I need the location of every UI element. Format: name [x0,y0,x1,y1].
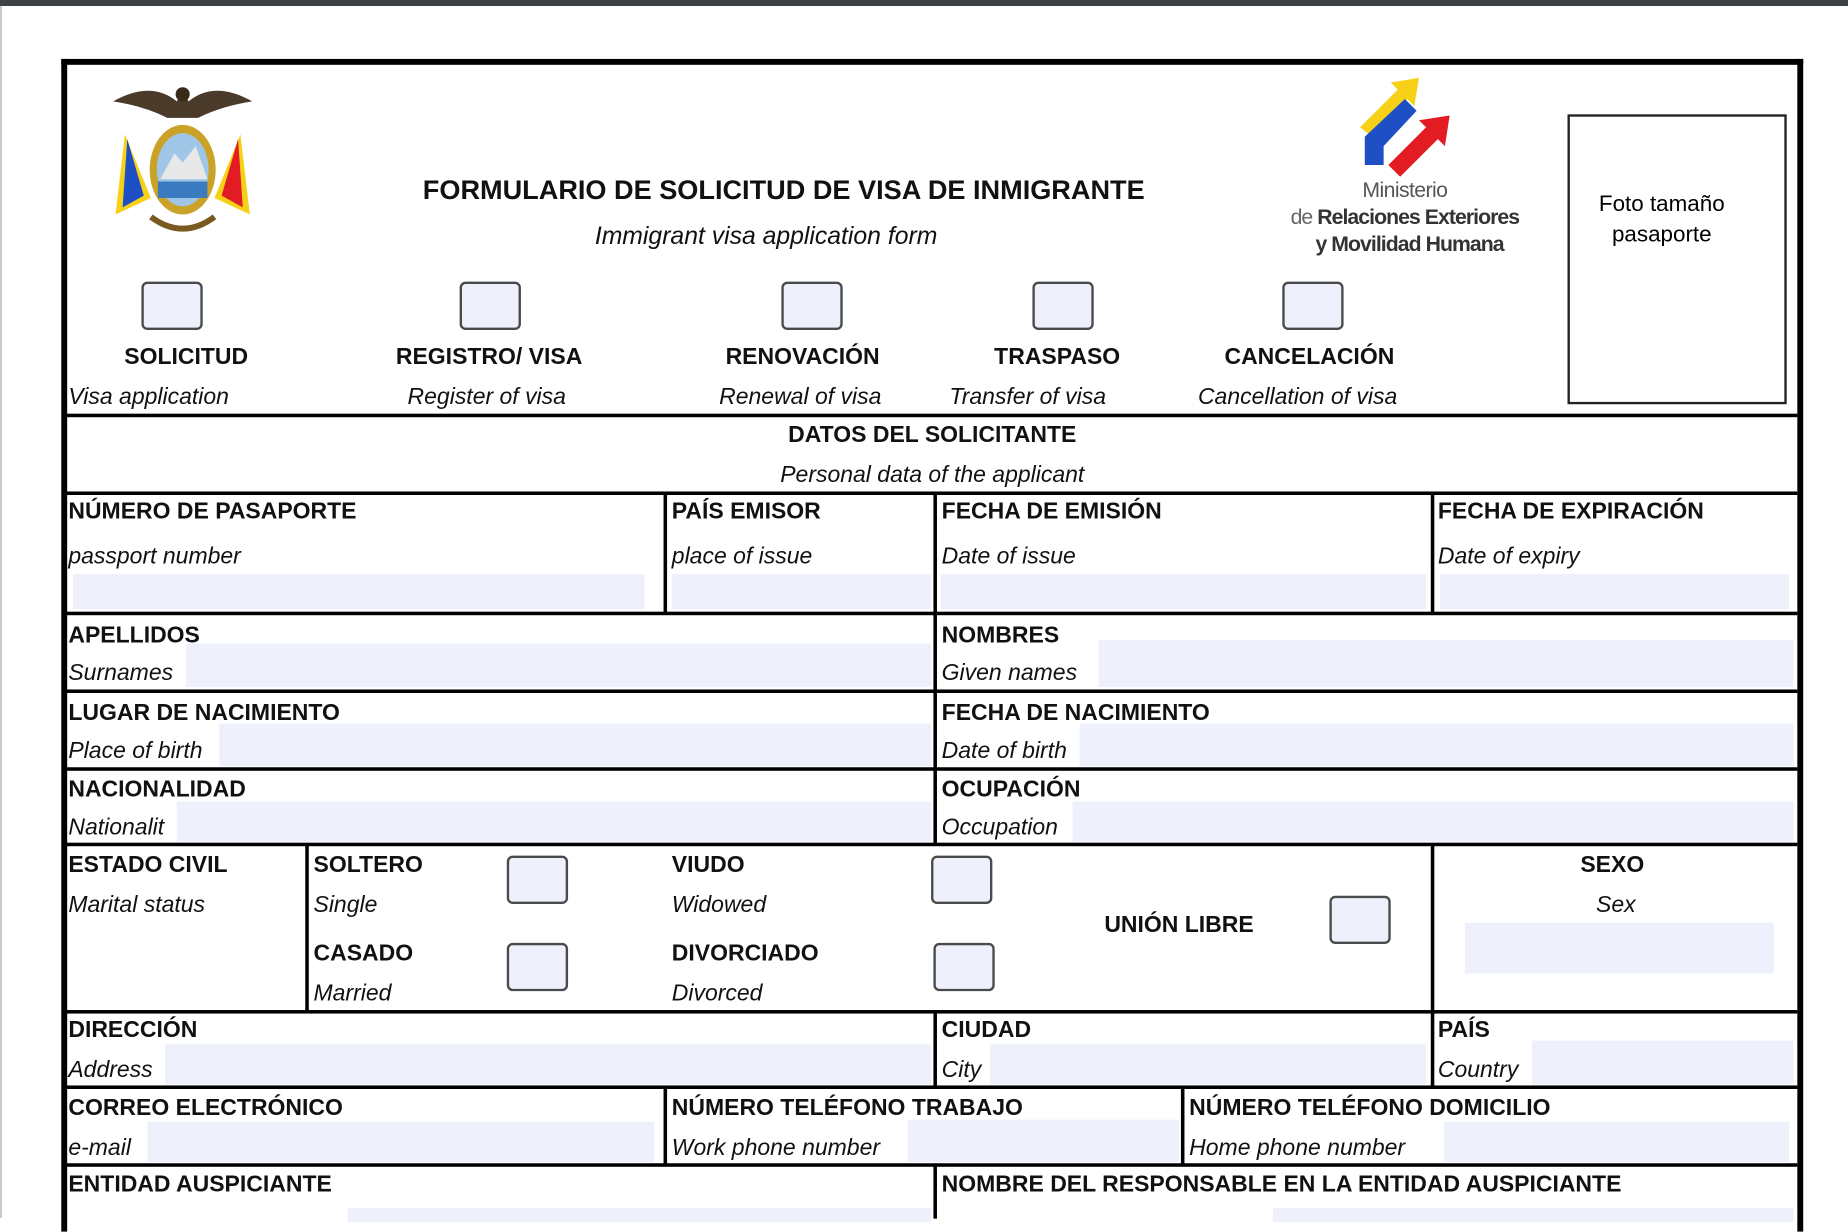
country-sublabel: Country [1437,1057,1519,1084]
section-title: DATOS DEL SOLICITANTE [788,421,1077,448]
country-input[interactable] [1532,1041,1794,1085]
grid-line [305,844,309,1011]
sublabel-cancelacion: Cancellation of visa [1197,384,1398,411]
email-input[interactable] [147,1122,654,1162]
place-of-birth-label: LUGAR DE NACIMIENTO [68,700,340,726]
ministry-name-prefix: de [1290,205,1313,229]
label-registro-visa: REGISTRO/ VISA [395,344,583,371]
marital-single-checkbox[interactable] [507,856,568,904]
sponsor-contact-label: NOMBRE DEL RESPONSABLE EN LA ENTIDAD AUSPICIANTE [941,1171,1622,1198]
marital-divorced-label: DIVORCIADO [671,940,819,967]
grid-line [933,1011,937,1086]
marital-widowed-label: VIUDO [671,852,745,879]
grid-line [1431,1011,1435,1086]
marital-free-union-checkbox[interactable] [1329,896,1390,944]
home-phone-input[interactable] [1444,1122,1789,1162]
address-input[interactable] [165,1044,931,1084]
photo-label-line2: pasaporte [1611,222,1712,248]
grid-line [1181,1087,1185,1165]
sublabel-registro-visa: Register of visa [407,384,566,411]
address-label: DIRECCIÓN [68,1017,198,1044]
grid-line [65,491,1797,495]
city-label: CIUDAD [941,1017,1032,1044]
place-of-birth-input[interactable] [219,724,931,766]
grid-line [933,493,937,844]
place-of-issue-label: PAÍS EMISOR [671,498,821,525]
occupation-sublabel: Occupation [941,814,1058,841]
coat-of-arms-icon [104,75,262,242]
city-input[interactable] [990,1044,1426,1084]
date-of-expiry-input[interactable] [1440,574,1789,609]
grid-line [664,1087,668,1165]
sex-label: SEXO [1580,852,1645,879]
ministry-name-line2 [1291,205,1520,230]
grid-line [65,1163,1797,1167]
ministry-name-line1: Ministerio [1362,177,1448,202]
marital-status-label: ESTADO CIVIL [68,852,228,879]
sublabel-solicitud: Visa application [68,384,229,411]
place-of-birth-sublabel: Place of birth [68,737,203,764]
checkbox-solicitud[interactable] [141,282,202,330]
grid-line [65,1085,1797,1089]
grid-line [65,1010,1797,1014]
work-phone-label: NÚMERO TELÉFONO TRABAJO [671,1094,1023,1121]
grid-line [65,414,1797,418]
passport-number-label: NÚMERO DE PASAPORTE [68,498,357,525]
section-subtitle: Personal data of the applicant [780,461,1085,488]
sex-input[interactable] [1465,923,1774,974]
nationality-label: NACIONALIDAD [68,776,246,803]
marital-status-sublabel: Marital status [68,892,206,919]
checkbox-registro-visa[interactable] [460,282,521,330]
occupation-label: OCUPACIÓN [941,776,1081,803]
date-of-issue-input[interactable] [940,574,1426,609]
given-names-label: NOMBRES [941,622,1060,649]
given-names-sublabel: Given names [941,659,1078,686]
city-sublabel: City [941,1057,982,1084]
ministry-name-main: Relaciones Exteriores [1317,205,1520,229]
label-solicitud: SOLICITUD [124,344,249,371]
address-sublabel: Address [68,1057,153,1084]
grid-line [1431,493,1435,613]
grid-line [933,1164,937,1218]
marital-divorced-sublabel: Divorced [671,980,763,1007]
photo-label-line1: Foto tamaño [1598,192,1725,217]
home-phone-label: NÚMERO TELÉFONO DOMICILIO [1189,1094,1551,1121]
sublabel-renovacion: Renewal of visa [719,384,882,411]
date-of-issue-sublabel: Date of issue [941,543,1076,570]
grid-line [65,689,1797,693]
ministry-name-line3: y Movilidad Humana [1315,232,1504,256]
sex-sublabel: Sex [1596,892,1636,919]
marital-married-checkbox[interactable] [507,943,568,991]
grid-line [65,612,1797,616]
date-of-birth-sublabel: Date of birth [941,737,1067,764]
surnames-sublabel: Surnames [68,659,174,686]
marital-widowed-sublabel: Widowed [671,892,767,919]
ministry-logo-icon [1353,75,1459,176]
passport-number-input[interactable] [73,574,645,609]
nationality-sublabel: Nationalit [68,814,165,841]
grid-line [65,767,1797,771]
label-traspaso: TRASPASO [994,344,1121,371]
home-phone-sublabel: Home phone number [1189,1134,1406,1161]
work-phone-input[interactable] [907,1120,1178,1162]
sponsor-contact-input[interactable] [1273,1208,1794,1222]
marital-married-sublabel: Married [313,980,392,1007]
given-names-input[interactable] [1098,640,1793,687]
grid-line [1431,844,1435,1011]
form-title: FORMULARIO DE SOLICITUD DE VISA DE INMIGRANTE [422,174,1145,206]
marital-divorced-checkbox[interactable] [933,943,994,991]
sponsor-input[interactable] [348,1208,931,1222]
sublabel-traspaso: Transfer of visa [949,384,1107,411]
surnames-input[interactable] [186,643,931,687]
marital-single-sublabel: Single [313,892,378,919]
place-of-issue-input[interactable] [672,574,931,609]
form-subtitle: Immigrant visa application form [594,222,938,250]
occupation-input[interactable] [1072,801,1793,841]
label-renovacion: RENOVACIÓN [725,344,880,371]
photo-box [1567,114,1786,404]
passport-number-sublabel: passport number [68,543,241,570]
email-sublabel: e-mail [68,1134,131,1161]
date-of-birth-label: FECHA DE NACIMIENTO [941,700,1210,726]
grid-line [65,843,1797,847]
label-cancelacion: CANCELACIÓN [1224,344,1395,371]
place-of-issue-sublabel: place of issue [671,543,813,570]
marital-single-label: SOLTERO [313,852,423,879]
sponsor-label: ENTIDAD AUSPICIANTE [68,1171,332,1198]
date-of-expiry-sublabel: Date of expiry [1437,543,1580,570]
work-phone-sublabel: Work phone number [671,1134,881,1161]
date-of-expiry-label: FECHA DE EXPIRACIÓN [1437,498,1704,525]
checkbox-renovacion[interactable] [781,282,842,330]
checkbox-traspaso[interactable] [1032,282,1093,330]
nationality-input[interactable] [177,801,931,841]
surnames-label: APELLIDOS [68,622,200,649]
checkbox-cancelacion[interactable] [1282,282,1343,330]
date-of-issue-label: FECHA DE EMISIÓN [941,498,1162,525]
grid-line [664,493,668,613]
email-label: CORREO ELECTRÓNICO [68,1094,343,1121]
marital-married-label: CASADO [313,940,414,967]
country-label: PAÍS [1437,1017,1490,1044]
marital-widowed-checkbox[interactable] [931,856,992,904]
date-of-birth-input[interactable] [1080,724,1794,766]
marital-free-union-label: UNIÓN LIBRE [1104,912,1254,939]
